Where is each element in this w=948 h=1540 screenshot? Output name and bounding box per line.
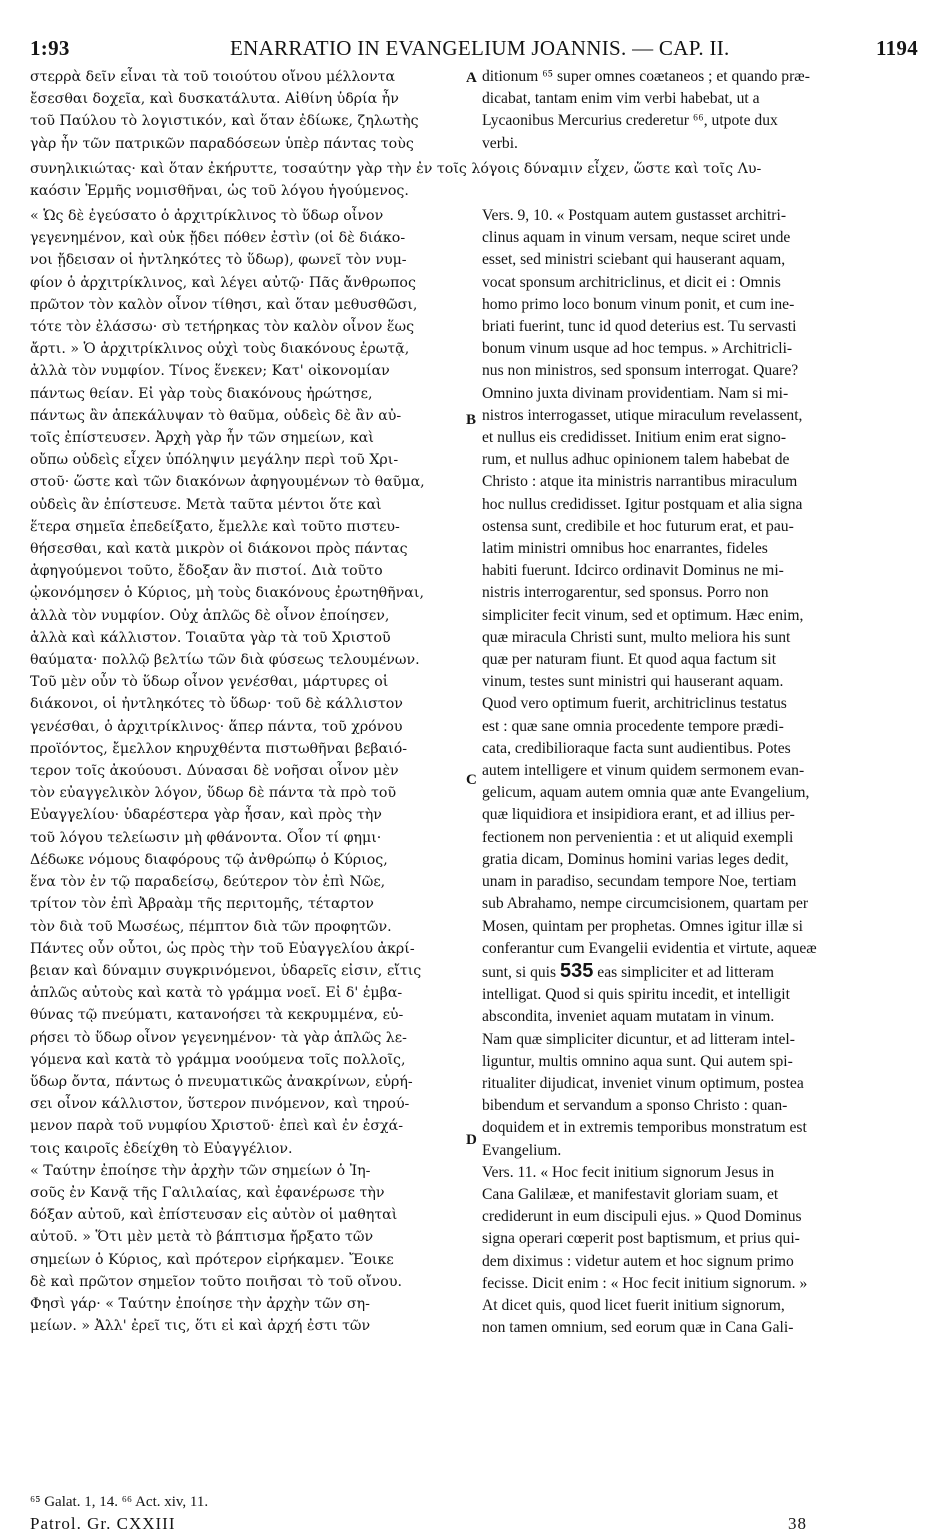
greek-line: θαύματα· πολλῷ βελτίω τῶν διὰ φύσεως τελουμένων. <box>30 652 420 669</box>
greek-line: οὐδεὶς ἂν ἐπίστευσε. Μετὰ ταῦτα μέντοι ὅτε καὶ <box>30 496 382 513</box>
latin-line: cata, credibilioraque facta sunt audientibus. Potes <box>482 739 791 757</box>
latin-line: nistros interrogasset, utique miraculum revelassent, <box>482 406 803 424</box>
greek-line: τερον τοῖς ἀκούουσι. Δύνασαι δὲ νοῆσαι οἶνον μὲν <box>30 763 399 780</box>
greek-line: ὕδωρ ὄντα, πάντως ὁ πνευματικῶς ἀνακρίνων, εὑρή- <box>30 1073 413 1090</box>
footnotes: ⁶⁵ Galat. 1, 14. ⁶⁶ Act. xiv, 11. <box>30 1494 209 1510</box>
latin-line: ditionum ⁶⁵ super omnes coætaneos ; et quando præ- <box>482 68 810 85</box>
latin-line: crediderunt in eum discipuli ejus. » Quod Dominus <box>482 1208 802 1226</box>
greek-line: γενέσθαι, ὁ ἀρχιτρίκλινος· ἅπερ πάντα, τοῦ χρόνου <box>30 718 403 735</box>
greek-line: στερρὰ δεῖν εἶναι τὰ τοῦ τοιούτου οἴνου μέλλοντα <box>30 69 396 85</box>
latin-line: Vers. 9, 10. « Postquam autem gustasset architri- <box>482 207 787 224</box>
latin-line: gratia dicam, Dominus homini varias leges dedit, <box>482 850 789 868</box>
margin-letter-a: A <box>466 70 477 86</box>
greek-line: αὐτοῦ. » Ὅτι μὲν μετὰ τὸ βάπτισμα ἤρξατο τῶν <box>30 1229 374 1246</box>
margin-letter-c: C <box>466 772 477 788</box>
latin-line: autem intelligere et vinum quidem sermonem evan- <box>482 762 805 780</box>
greek-line: προϊόντος, ἔμελλον κηρυχθέντα πιστωθῆναι βεβαιό- <box>30 740 408 757</box>
greek-line: ἕνα τὸν ἐν τῷ παραδείσῳ, δεύτερον τὸν ἐπὶ Νῶε, <box>30 874 386 891</box>
greek-line: γόμενα καὶ κατὰ τὸ γράμμα νοούμενα τοῖς πολλοῖς, <box>30 1051 406 1068</box>
latin-line: nistris interrogarentur, sed sponsus. Porro non <box>482 584 769 602</box>
greek-line: Πάντες οὖν οὗτοι, ὡς πρὸς τὴν τοῦ Εὐαγγελίου ἀκρί- <box>30 940 415 957</box>
greek-line: σει οἶνον κάλλιστον, ὕστερον πινόμενον, καὶ τηρού- <box>30 1096 410 1113</box>
sheet-number: 38 <box>788 1514 807 1533</box>
greek-line: τοῦ Παύλου τὸ λογιστικόν, καὶ ὅταν ἐδίωκε, ζηλωτὴς <box>30 113 419 130</box>
greek-wide-line: καόσιν Ἑρμῆς νομισθῆναι, ὡς τοῦ λόγου ἡγούμενος. <box>30 183 409 200</box>
latin-line: Cana Galilææ, et manifestavit gloriam suam, et <box>482 1185 779 1203</box>
latin-line: et nullus eis credidisset. Initium enim erat signo- <box>482 429 787 447</box>
latin-line: ritualiter dijudicat, inveniet vinum optimum, postea <box>482 1074 804 1092</box>
latin-line: intelligat. Quod si quis spiritu incedit, et intelligit <box>482 986 790 1004</box>
latin-line: Evangelium. <box>482 1141 562 1159</box>
greek-line: νοι ᾔδεισαν οἱ ἠντληκότες τὸ ὕδωρ), φωνεῖ τὸν νυμ- <box>30 252 407 269</box>
greek-line: τρίτον τὸν ἐπὶ Ἀβραὰμ τῆς περιτομῆς, τέταρτον <box>30 896 374 913</box>
latin-line: vocat sponsum architriclinus, et dicit ei : Omnis <box>482 273 781 291</box>
latin-line: unam in paradiso, secundam tempore Noe, tertiam <box>482 873 797 891</box>
greek-line: πάντως ἂν ἀπεκάλυψαν τὸ θαῦμα, οὐδεὶς δὲ ἂν αὐ- <box>30 407 402 424</box>
latin-line: habiti fuerunt. Idcirco ordinavit Dominus ne mi- <box>482 562 784 580</box>
greek-line: ἀλλὰ τὸν νυμφίον. Τίνος ἕνεκεν; Κατ' οἰκονομίαν <box>30 363 390 380</box>
latin-line: hoc nullus credidisset. Igitur postquam et alia signa <box>482 495 803 513</box>
greek-line: « Ταύτην ἐποίησε τὴν ἀρχὴν τῶν σημείων ὁ Ἰη- <box>30 1162 371 1179</box>
latin-line-with-column-number <box>482 960 910 984</box>
greek-line: Εὐαγγελίου· ὑδαρέστερα γὰρ ἦσαν, καὶ πρὸς τὴν <box>30 807 382 824</box>
latin-line: bibendum et servandum a sponso Christo : quan- <box>482 1097 788 1115</box>
latin-line: vinum, testes sunt ministri qui hauserant aquam. <box>482 673 784 691</box>
latin-line: briati fuerint, tunc id quod deterius est. Tu servasti <box>482 318 797 336</box>
greek-line: ἀλλὰ καὶ κάλλιστον. Τοιαῦτα γὰρ τὰ τοῦ Χριστοῦ <box>30 629 391 646</box>
greek-line: πάντως θείαν. Εἰ γὰρ τοὺς διακόνους ἠρώτησε, <box>30 385 373 402</box>
latin-line: Christo : atque ita ministris narrantibus miraculum <box>482 473 798 491</box>
latin-line: simpliciter fecit vinum, sed et optimum. Hæc enim, <box>482 606 804 624</box>
latin-line: ostensa sunt, credibile et hoc futurum erat, et pau- <box>482 517 794 535</box>
greek-line: μείων. » Ἀλλ' ἐρεῖ τις, ὅτι εἰ καὶ ἀρχή ἐστι τῶν <box>30 1318 371 1335</box>
greek-line: τότε τὸν ἐλάσσω· σὺ τετήρηκας τὸν καλὸν οἶνον ἕως <box>30 319 415 336</box>
page-footer <box>30 1514 910 1534</box>
greek-line: στοῦ· ὥστε καὶ τῶν διακόνων ἀφηγουμένων τὸ θαῦμα, <box>30 474 425 491</box>
greek-line: σημείων ὁ Κύριος, καὶ πρότερον εἰρήκαμεν. Ἔοικε <box>30 1251 394 1268</box>
latin-column-top <box>482 66 910 155</box>
greek-wide-lines <box>30 158 910 202</box>
series-signature: Patrol. Gr. CXXIII <box>30 1514 176 1533</box>
greek-line: σοῦς ἐν Κανᾷ τῆς Γαλιλαίας, καὶ ἐφανέρωσε τὴν <box>30 1184 385 1201</box>
greek-line: δὲ καὶ πρῶτον σημεῖον τοῦτο ποιῆσαι τὸ τοῦ οἴνου. <box>30 1273 402 1290</box>
greek-line: γὰρ ἦν τῶν πατρικῶν παραδόσεων ὑπὲρ πάντας τοὺς <box>30 135 414 152</box>
greek-line: θήσεσθαι, καὶ κατὰ μικρὸν οἱ διάκονοι πρὸς πάντας <box>30 541 408 558</box>
latin-line: Mosen, quintam per prophetas. Omnes igitur illæ si <box>482 917 803 935</box>
page-number-left: 1:93 <box>30 36 70 60</box>
latin-line: verbi. <box>482 134 518 152</box>
latin-line: Nam quæ simpliciter dicuntur, et ad litteram intel- <box>482 1030 795 1048</box>
latin-line-part: sunt, si quis <box>482 963 557 981</box>
greek-line: ἄρτι. » Ὁ ἀρχιτρίκλινος οὐχὶ τοὺς διακόνους ἐρωτᾷ, <box>30 341 410 358</box>
latin-line: gelicum, aquam autem omnia quæ ante Evangelium, <box>482 784 810 802</box>
latin-line: rum, et nullus adhuc opinionem talem habebat de <box>482 451 790 469</box>
greek-line: ᾠκονόμησεν ὁ Κύριος, μὴ τοὺς διακόνους ἐρωτηθῆναι, <box>30 585 424 602</box>
latin-column <box>482 205 910 1339</box>
latin-line: Quod vero optimum fuerit, architriclinus testatus <box>482 695 787 713</box>
greek-column-top <box>30 66 462 155</box>
latin-line: est : quæ sane omnia procedente tempore prædi- <box>482 717 784 735</box>
latin-line: Omnino juxta divinam providentiam. Nam si mi- <box>482 384 789 402</box>
greek-line: φίον ὁ ἀρχιτρίκλινος, καὶ λέγει αὐτῷ· Πᾶς ἄνθρωπος <box>30 274 416 291</box>
greek-line: τοις καιροῖς ἐδείχθη τὸ Εὐαγγέλιον. <box>30 1140 293 1157</box>
greek-wide-line: συνηλικιώτας· καὶ ὅταν ἐκήρυττε, τοσαύτην γὰρ τὴν ἐν τοῖς λόγοις δύναμιν εἶχεν, ὥστε καὶ τοῖς Λυ- <box>30 161 762 177</box>
latin-line: quæ miracula Christi sunt, multo meliora his sunt <box>482 628 791 646</box>
latin-line: At dicet quis, quod licet fuerit initium signorum, <box>482 1296 785 1314</box>
greek-line: ἀφηγούμενοι τοῦτο, ἔδοξαν ἂν πιστοί. Διὰ τοῦτο <box>30 563 383 580</box>
greek-line: ἀλλὰ τὸν νυμφίον. Οὐχ ἁπλῶς δὲ οἶνον ἐποίησεν, <box>30 607 390 624</box>
greek-line: βειαν καὶ δύναμιν συγκρινόμενοι, ὑδαρεῖς εἰσιν, εἴτις <box>30 962 422 979</box>
greek-line: διάκονοι, οἱ ἠντληκότες τὸ ὕδωρ· τοῦ δὲ κάλλιστον <box>30 696 403 713</box>
greek-column <box>30 205 462 1337</box>
latin-line: abscondita, inveniet aquam mutatam in vinum. <box>482 1008 775 1026</box>
greek-line: μενον παρὰ τοῦ νυμφίου Χριστοῦ· ἐπεὶ καὶ ἐν ἐσχά- <box>30 1118 403 1135</box>
greek-line: τὸν εὐαγγελικὸν λόγον, ὕδωρ δὲ πάντα τὰ πρὸ τοῦ <box>30 785 397 802</box>
greek-line: γεγενημένον, καὶ οὐκ ᾔδει πόθεν ἐστὶν (οἱ δὲ διάκο- <box>30 230 406 247</box>
running-head <box>0 30 948 60</box>
latin-line: fecisse. Dicit enim : « Hoc fecit initium signorum. » <box>482 1274 808 1292</box>
latin-line: homo primo loco bonum vinum ponit, et cum ine- <box>482 295 795 313</box>
running-title: ENARRATIO IN EVANGELIUM JOANNIS. — CAP. II. <box>230 36 730 60</box>
latin-line: Lycaonibus Mercurius crederetur ⁶⁶, utpote dux <box>482 112 778 130</box>
latin-line: non tamen omnium, sed eorum quæ in Cana Gali- <box>482 1319 794 1337</box>
latin-line: quæ liquidiora et insipidiora erant, et ad illius per- <box>482 806 795 824</box>
greek-line: Τοῦ μὲν οὖν τὸ ὕδωρ οἶνον γενέσθαι, μάρτυρες οἱ <box>30 674 389 691</box>
latin-line: Vers. 11. « Hoc fecit initium signorum Jesus in <box>482 1163 775 1181</box>
margin-letter-b: B <box>466 412 477 428</box>
latin-line: sub Abrahamo, nempe circumcisionem, quartam per <box>482 895 809 913</box>
latin-line: nus non ministros, sed sponsum interrogat. Quare? <box>482 362 799 380</box>
greek-line: θύνας τῷ πνεύματι, κατανοήσει τὰ κεκρυμμένα, εὑ- <box>30 1007 404 1024</box>
greek-line: οὔπω οὐδεὶς εἶχεν ὑπόληψιν μεγάλην περὶ τοῦ Χρι- <box>30 452 399 469</box>
margin-letter-d: D <box>466 1132 477 1148</box>
greek-line: « Ὡς δὲ ἐγεύσατο ὁ ἀρχιτρίκλινος τὸ ὕδωρ οἶνον <box>30 208 384 224</box>
latin-line: signa operari cœperit post baptismum, et prius qui- <box>482 1230 800 1248</box>
greek-line: ρήσει τὸ ὕδωρ οἶνον γεγενημένον· τὰ γὰρ ἁπλῶς λε- <box>30 1029 407 1046</box>
greek-line: Φησὶ γάρ· « Ταύτην ἐποίησε τὴν ἀρχὴν τῶν ση- <box>30 1295 370 1312</box>
greek-line: δόξαν αὐτοῦ, καὶ ἐπίστευσαν εἰς αὐτὸν οἱ μαθηταὶ <box>30 1207 398 1224</box>
latin-line: latim ministri omnibus hoc enarrantes, fideles <box>482 540 768 558</box>
greek-line: ἁπλῶς αὐτοὺς καὶ κατὰ τὸ γράμμα νοεῖ. Εἰ δ' ἐμβα- <box>30 985 403 1002</box>
greek-line: ἔσεσθαι δοχεῖα, καὶ δυσκατάλυτα. Αἰθίνη ὑδρία ἦν <box>30 91 399 108</box>
latin-line: conferantur cum Evangelii evidentia et virtute, aqueæ <box>482 939 817 957</box>
latin-line: bonum vinum usque ad hoc tempus. » Architricli- <box>482 340 793 358</box>
page-number-right: 1194 <box>875 36 918 60</box>
greek-line: τὸν διὰ τοῦ Μωσέως, πέμπτον διὰ τῶν προφητῶν. <box>30 918 392 935</box>
latin-line-part: eas simpliciter et ad litteram <box>597 963 774 981</box>
latin-line: liguntur, multis omnino aqua sunt. Qui autem spi- <box>482 1052 793 1070</box>
latin-line: dicabat, tantam enim vim verbi habebat, ut a <box>482 90 760 108</box>
latin-line: esset, sed ministri sciebant qui hauserant aquam, <box>482 251 786 269</box>
greek-line: Δέδωκε νόμους διαφόρους τῷ ἀνθρώπῳ ὁ Κύριος, <box>30 851 388 868</box>
greek-line: πρῶτον τὸν καλὸν οἶνον τίθησι, καὶ ὅταν μεθυσθῶσι, <box>30 296 418 313</box>
latin-line: doquidem et in extremis temporibus monstratum est <box>482 1119 807 1137</box>
latin-line: clinus aquam in vinum versam, neque sciret unde <box>482 229 791 247</box>
greek-line: ἕτερα σημεῖα ἐπεδείξατο, ἔμελλε καὶ τοῦτο πιστευ- <box>30 518 400 535</box>
greek-line: τοῦ λόγου τελείωσιν μὴ φθάνοντα. Οἷον τί φημι· <box>30 829 382 846</box>
column-number: 535 <box>560 959 594 982</box>
latin-line: quæ per naturam fiunt. Et quod aqua factum sit <box>482 651 777 669</box>
greek-line: τοῖς ἐπίστευσεν. Ἀρχὴ γὰρ ἦν τῶν σημείων, καὶ <box>30 430 374 447</box>
latin-line: fectionem non pervenientia : et ut aliquid exempli <box>482 828 794 846</box>
latin-line: dem diximus : videtur autem et hoc signum primo <box>482 1252 794 1270</box>
